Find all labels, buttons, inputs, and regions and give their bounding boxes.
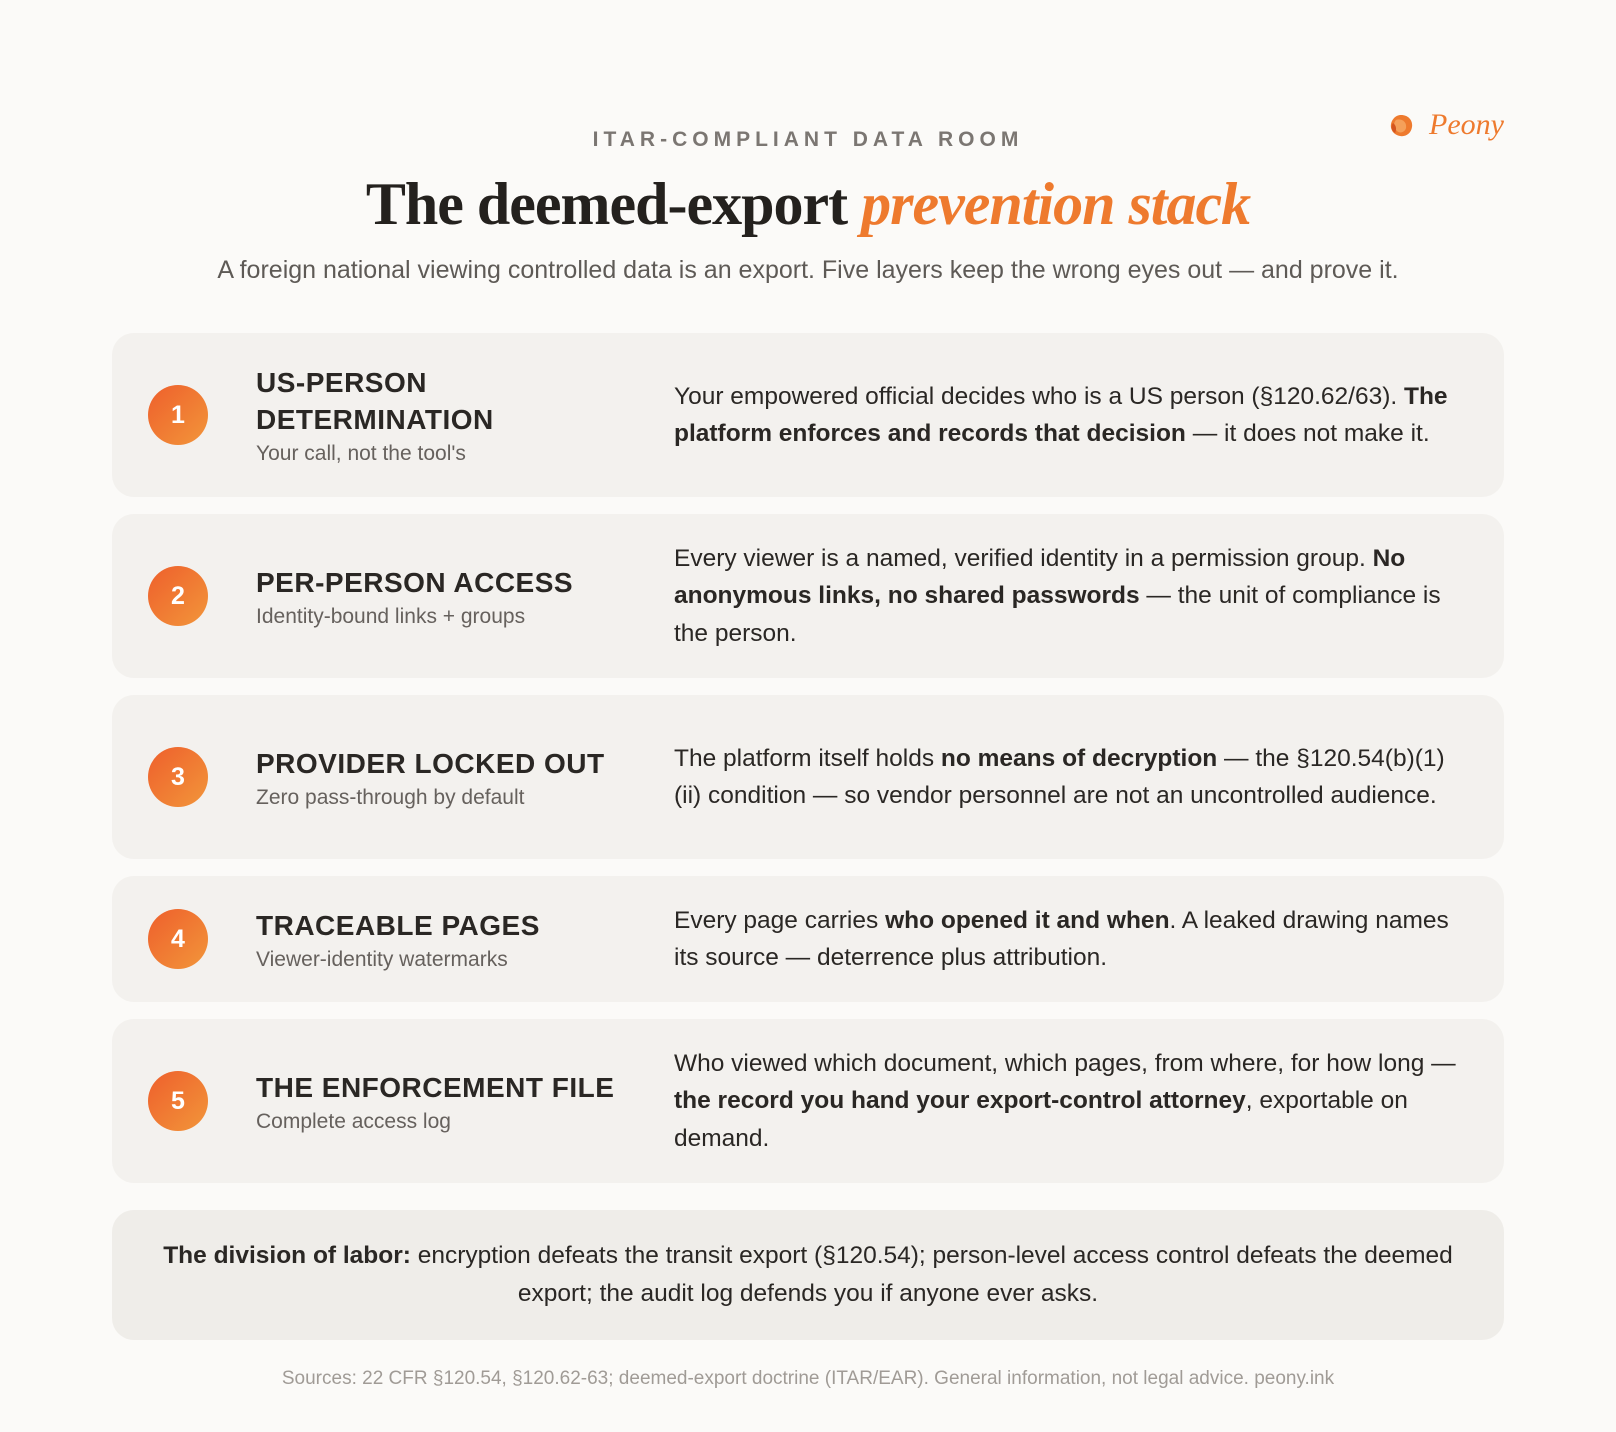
layer-name: THE ENFORCEMENT FILE bbox=[256, 1071, 615, 1103]
layer-subtitle: Zero pass-through by default bbox=[256, 785, 525, 809]
layer-card bbox=[112, 1019, 1504, 1183]
layer-card bbox=[112, 876, 1504, 1002]
layer-number-badge: 1 bbox=[148, 385, 208, 445]
layer-heading bbox=[256, 564, 656, 629]
layer-name: PER-PERSON ACCESS bbox=[256, 566, 574, 598]
page-title bbox=[0, 170, 1616, 239]
page-subtitle: A foreign national viewing controlled data is an export. Five layers keep the wrong eyes out — and prove it. bbox=[217, 256, 1399, 284]
summary-callout bbox=[112, 1210, 1504, 1340]
layer-number-badge: 2 bbox=[148, 566, 208, 626]
brand-name: Peony bbox=[1429, 108, 1504, 141]
layer-number-badge: 3 bbox=[148, 747, 208, 807]
layer-description: The platform itself holds no means of decryption — the §120.54(b)(1)(ii) condition — so vendor personnel are not an uncontrolled audience. bbox=[674, 744, 1445, 809]
layer-card bbox=[112, 514, 1504, 678]
layer-card bbox=[112, 695, 1504, 859]
layer-heading bbox=[256, 1069, 656, 1134]
layer-subtitle: Viewer-identity watermarks bbox=[256, 947, 508, 971]
title-main: The deemed-export bbox=[365, 171, 848, 237]
summary-text: The division of labor: encryption defeats the transit export (§120.54); person-level access control defeats the deemed export; the audit log defends you if anyone ever asks. bbox=[163, 1242, 1453, 1307]
layer-stack bbox=[112, 333, 1504, 1183]
layer-subtitle: Identity-bound links + groups bbox=[256, 604, 526, 628]
title-accent: prevention stack bbox=[861, 171, 1251, 237]
layer-name: TRACEABLE PAGES bbox=[256, 909, 540, 941]
layer-subtitle: Your call, not the tool's bbox=[256, 442, 466, 465]
layer-number-badge: 5 bbox=[148, 1071, 208, 1131]
layer-description: Every viewer is a named, verified identity in a permission group. No anonymous links, no shared passwords — the unit of compliance is the person. bbox=[674, 544, 1441, 647]
layer-heading bbox=[256, 364, 656, 466]
layer-heading bbox=[256, 745, 656, 810]
eyebrow-label: ITAR-COMPLIANT DATA ROOM bbox=[592, 128, 1024, 151]
layer-card bbox=[112, 333, 1504, 497]
layer-description: Who viewed which document, which pages, from where, for how long — the record you hand your export-control attorney, exportable on demand. bbox=[674, 1049, 1456, 1152]
layer-name: PROVIDER LOCKED OUT bbox=[256, 747, 605, 779]
layer-heading bbox=[256, 907, 656, 972]
layer-subtitle: Complete access log bbox=[256, 1109, 451, 1133]
layer-number-badge: 4 bbox=[148, 909, 208, 969]
layer-name: US-PERSON DETERMINATION bbox=[256, 367, 494, 435]
sources-footnote: Sources: 22 CFR §120.54, §120.62-63; deemed-export doctrine (ITAR/EAR). General information, not legal advice. peony.ink bbox=[281, 1368, 1335, 1389]
layer-description: Your empowered official decides who is a US person (§120.62/63). The platform enforces and records that decision — it does not make it. bbox=[674, 382, 1448, 447]
layer-description: Every page carries who opened it and when. A leaked drawing names its source — deterrence plus attribution. bbox=[674, 906, 1449, 971]
